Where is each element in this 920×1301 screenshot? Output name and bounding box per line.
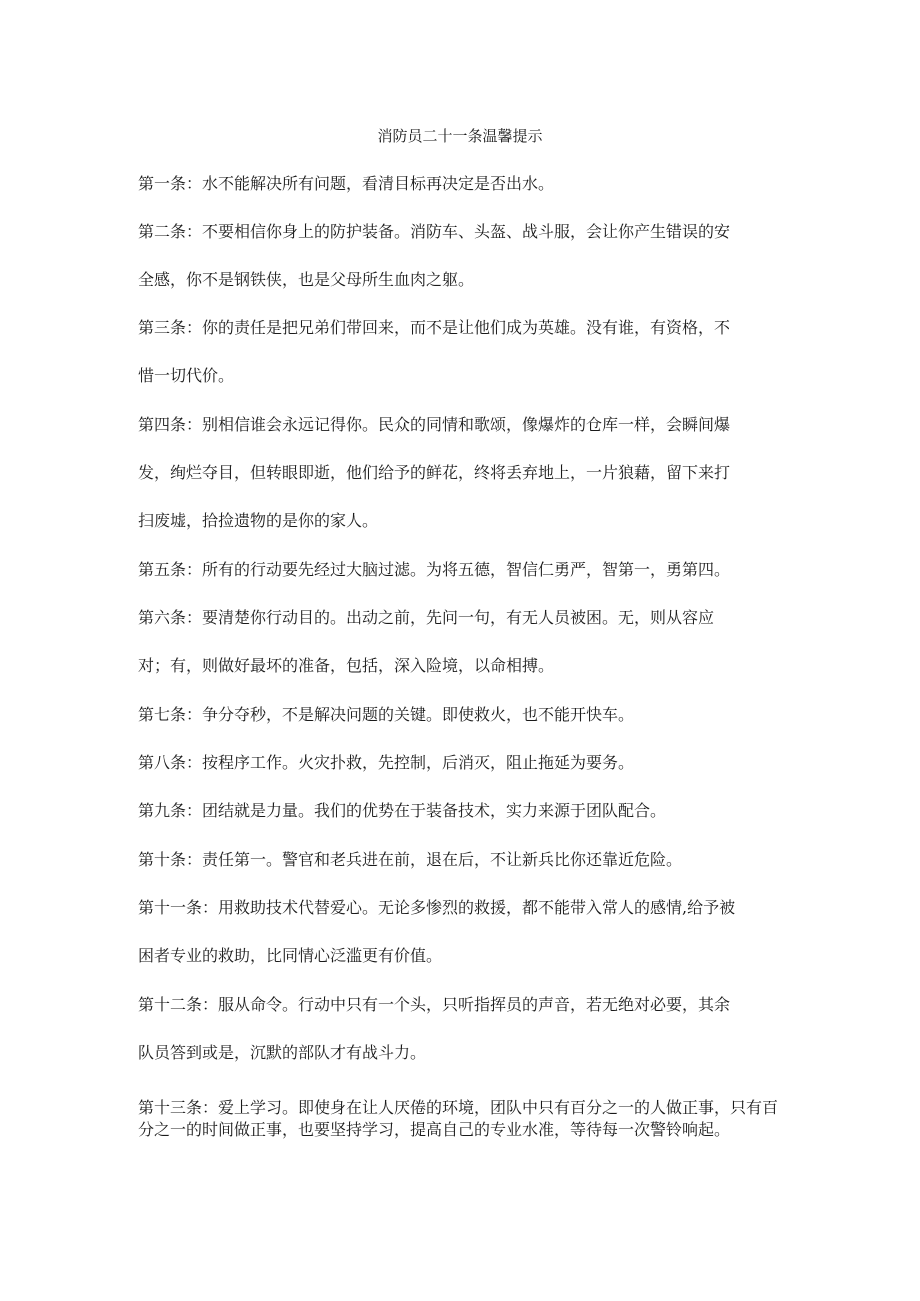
text-line: 第八条：按程序工作。火灾扑救，先控制，后消灭，阻止拖延为要务。 [138, 753, 635, 772]
text-line: 第十条：责任第一。警官和老兵进在前，退在后，不让新兵比你还靠近危险。 [138, 850, 683, 869]
final-paragraph: 第十三条：爱上学习。即使身在让人厌倦的环境，团队中只有百分之一的人做正事，只有百分之一的时间做正事，也要坚持学习，提高自己的专业水准，等待每一次警铃响起。 [138, 1098, 779, 1139]
text-line: 发，绚烂夺目，但转眼即逝，他们给予的鲜花，终将丢弃地上，一片狼藉，留下来打 [138, 463, 731, 482]
text-line: 惜一切代价。 [138, 366, 235, 385]
text-line: 第十一条：用救助技术代替爱心。无论多惨烈的救援，都不能带入常人的感情,给予被 [138, 898, 736, 917]
text-line: 第三条：你的责任是把兄弟们带回来，而不是让他们成为英雄。没有谁，有资格，不 [138, 318, 731, 337]
text-line: 第七条：争分夺秒，不是解决问题的关键。即使救火，也不能开快车。 [138, 705, 635, 724]
text-line: 第六条：要清楚你行动目的。出动之前，先问一句，有无人员被困。无，则从容应 [138, 608, 715, 627]
document-title: 消防员二十一条温馨提示 [377, 127, 543, 145]
text-line: 扫废墟，拾捡遗物的是你的家人。 [138, 511, 379, 530]
text-line: 第二条：不要相信你身上的防护装备。消防车、头盔、战斗服，会让你产生错误的安 [138, 222, 731, 241]
text-line: 第一条：水不能解决所有问题，看清目标再决定是否出水。 [138, 174, 555, 193]
text-line: 第四条：别相信谁会永远记得你。民众的同情和歌颂，像爆炸的仓库一样，会瞬间爆 [138, 415, 731, 434]
text-line: 对；有，则做好最坏的准备，包括，深入险境，以命相搏。 [138, 656, 555, 675]
text-line: 第五条：所有的行动要先经过大脑过滤。为将五德，智信仁勇严，智第一，勇第四。 [138, 560, 731, 579]
text-line: 全感，你不是钢铁侠，也是父母所生血肉之躯。 [138, 270, 475, 289]
text-line: 队员答到或是，沉默的部队才有战斗力。 [138, 1043, 427, 1062]
text-line: 第十二条：服从命令。行动中只有一个头，只听指挥员的声音，若无绝对必要，其余 [138, 995, 731, 1014]
text-line: 困者专业的救助，比同情心泛滥更有价值。 [138, 946, 443, 965]
text-line: 第九条：团结就是力量。我们的优势在于装备技术，实力来源于团队配合。 [138, 801, 667, 820]
